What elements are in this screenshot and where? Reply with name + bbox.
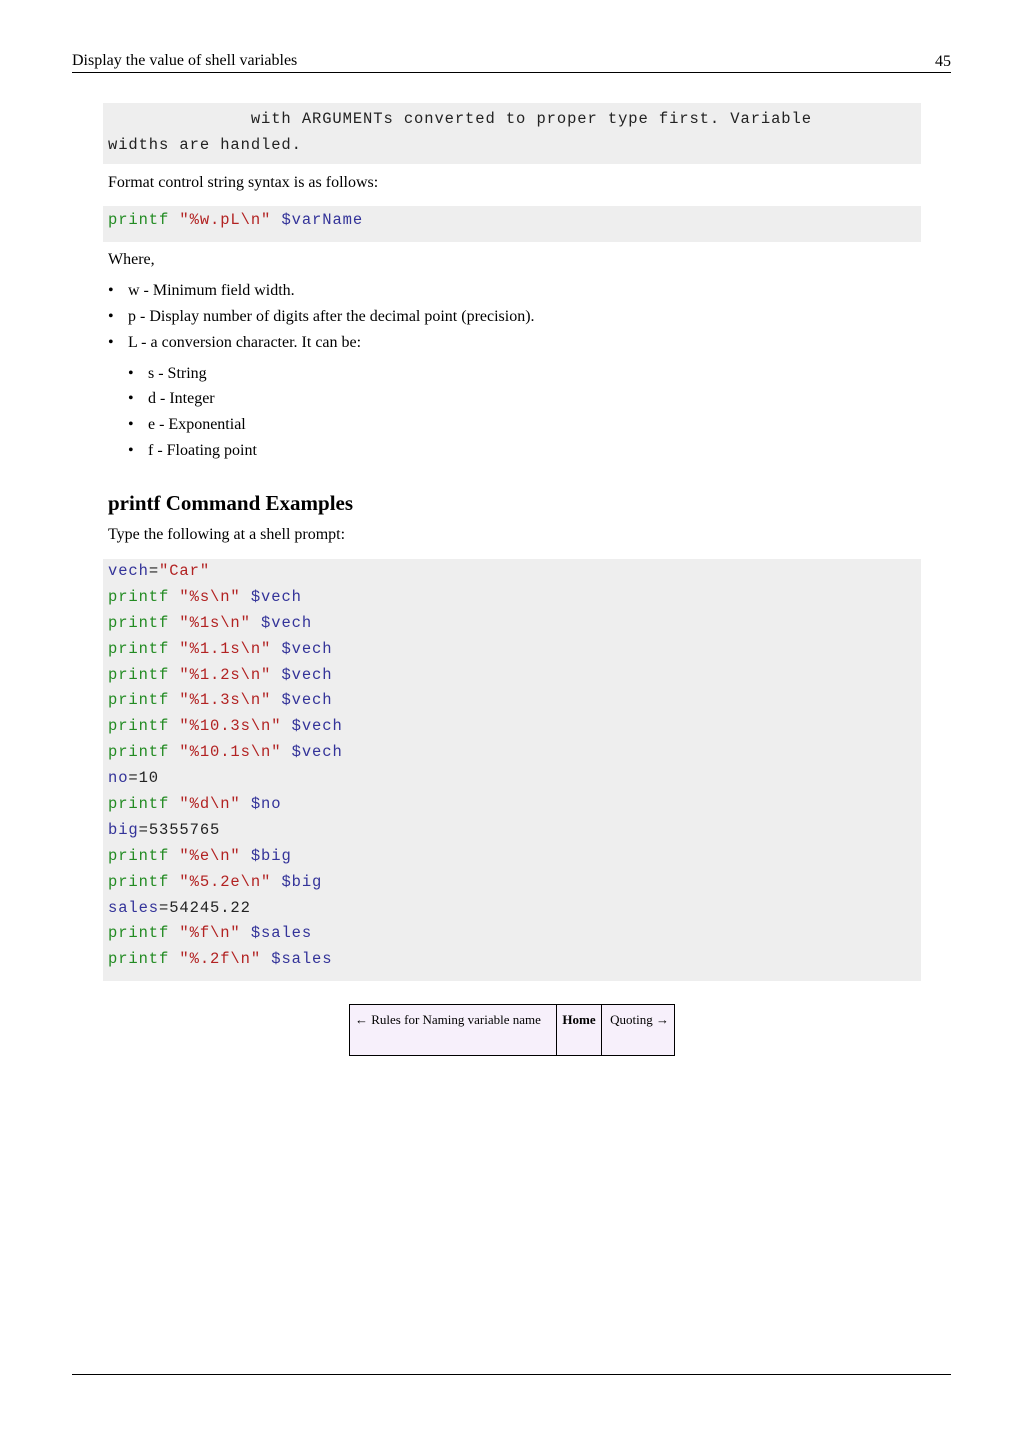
code-variable-name: big	[108, 820, 139, 839]
code-format-string: "%d\n"	[179, 795, 241, 814]
code-line	[108, 637, 921, 663]
code-line	[108, 585, 921, 611]
code-variable: $big	[250, 846, 292, 865]
bullet-icon: •	[108, 308, 114, 325]
code-line	[108, 740, 921, 766]
list-item: • s - String	[128, 365, 207, 382]
nav-previous-link[interactable]: ← Rules for Naming variable name	[350, 1005, 557, 1055]
code-line	[108, 818, 921, 844]
code-variable: $varName	[281, 211, 364, 229]
code-command: printf	[108, 924, 170, 943]
code-variable-name: vech	[108, 562, 149, 580]
code-line	[108, 688, 921, 714]
nav-home-link[interactable]: Home	[557, 1005, 602, 1055]
examples-code-block	[103, 559, 921, 981]
code-command: printf	[108, 872, 170, 891]
code-format-string: "%1.2s\n"	[179, 665, 272, 684]
footer-rule	[72, 1374, 951, 1375]
code-line	[108, 844, 921, 870]
code-variable: $sales	[250, 924, 313, 943]
list-item: • w - Minimum field width.	[108, 282, 295, 299]
nav-next-link[interactable]: Quoting →	[602, 1005, 674, 1055]
intro-code-block	[103, 103, 921, 164]
code-command: printf	[108, 211, 170, 229]
code-format-string: "%10.1s\n"	[179, 743, 282, 762]
code-operator: =	[148, 562, 160, 580]
code-format-string: "%5.2e\n"	[179, 872, 272, 891]
code-line	[108, 870, 921, 896]
code-variable: $big	[281, 872, 323, 891]
code-line	[108, 792, 921, 818]
list-item: • d - Integer	[128, 390, 215, 407]
code-line	[108, 947, 921, 973]
code-format-string: "%s\n"	[179, 587, 241, 606]
code-variable: $sales	[271, 950, 333, 969]
code-variable: $vech	[281, 691, 333, 710]
code-command: printf	[108, 613, 170, 632]
code-line	[108, 896, 921, 922]
code-command: printf	[108, 665, 170, 684]
code-line	[108, 559, 921, 585]
bullet-icon: •	[128, 365, 134, 382]
code-variable: $vech	[261, 613, 313, 632]
code-value: 5355765	[148, 820, 221, 839]
code-line	[108, 663, 921, 689]
code-value: 54245.22	[169, 898, 251, 917]
code-variable: $no	[250, 795, 282, 814]
code-operator: =	[128, 769, 139, 788]
bullet-icon: •	[128, 416, 134, 433]
code-line	[108, 611, 921, 637]
bullet-icon: •	[128, 442, 134, 459]
code-operator: =	[138, 820, 149, 839]
code-line: widths are handled.	[108, 135, 302, 154]
syntax-code-block	[103, 206, 921, 242]
code-format-string: "%1.1s\n"	[179, 639, 272, 658]
code-variable: $vech	[291, 743, 343, 762]
code-format-string: "%f\n"	[179, 924, 241, 943]
page-navigation	[349, 1004, 675, 1056]
code-variable: $vech	[250, 587, 302, 606]
page-number: 45	[935, 53, 951, 70]
bullet-icon: •	[128, 390, 134, 407]
code-format-string: "%1.3s\n"	[179, 691, 272, 710]
code-command: printf	[108, 639, 170, 658]
code-line	[108, 921, 921, 947]
list-item: • L - a conversion character. It can be:	[108, 334, 362, 351]
code-format-string: "%e\n"	[179, 846, 241, 865]
code-format-string: "%10.3s\n"	[179, 717, 282, 736]
bullet-icon: •	[108, 334, 114, 351]
examples-intro-text: Type the following at a shell prompt:	[108, 526, 346, 543]
bullet-icon: •	[108, 282, 114, 299]
where-label: Where,	[108, 251, 155, 268]
code-format-string: "%.2f\n"	[179, 950, 262, 969]
code-line	[108, 714, 921, 740]
code-command: printf	[108, 950, 170, 969]
code-variable: $vech	[281, 665, 333, 684]
format-intro-text: Format control string syntax is as follows:	[108, 174, 379, 191]
code-variable-name: no	[108, 769, 129, 788]
code-line	[108, 208, 921, 234]
code-format-string: "%1s\n"	[179, 613, 251, 632]
code-line	[108, 766, 921, 792]
section-heading: printf Command Examples	[108, 491, 354, 515]
list-item: • f - Floating point	[128, 442, 257, 459]
code-command: printf	[108, 846, 170, 865]
code-value: 10	[138, 769, 160, 788]
list-item: • p - Display number of digits after the decimal point (precision).	[108, 308, 535, 325]
list-item: • e - Exponential	[128, 416, 246, 433]
code-command: printf	[108, 743, 170, 762]
running-title: Display the value of shell variables	[72, 52, 298, 69]
code-variable: $vech	[281, 639, 333, 658]
code-format-string: "%w.pL\n"	[179, 211, 272, 229]
code-variable: $vech	[291, 717, 343, 736]
code-line: with ARGUMENTs converted to proper type first. Variable	[108, 110, 812, 128]
code-command: printf	[108, 587, 170, 606]
code-command: printf	[108, 795, 170, 814]
code-command: printf	[108, 691, 170, 710]
code-variable-name: sales	[108, 898, 160, 917]
page-header	[72, 50, 951, 73]
code-command: printf	[108, 717, 170, 736]
code-value: "Car"	[159, 562, 211, 580]
code-operator: =	[159, 898, 170, 917]
